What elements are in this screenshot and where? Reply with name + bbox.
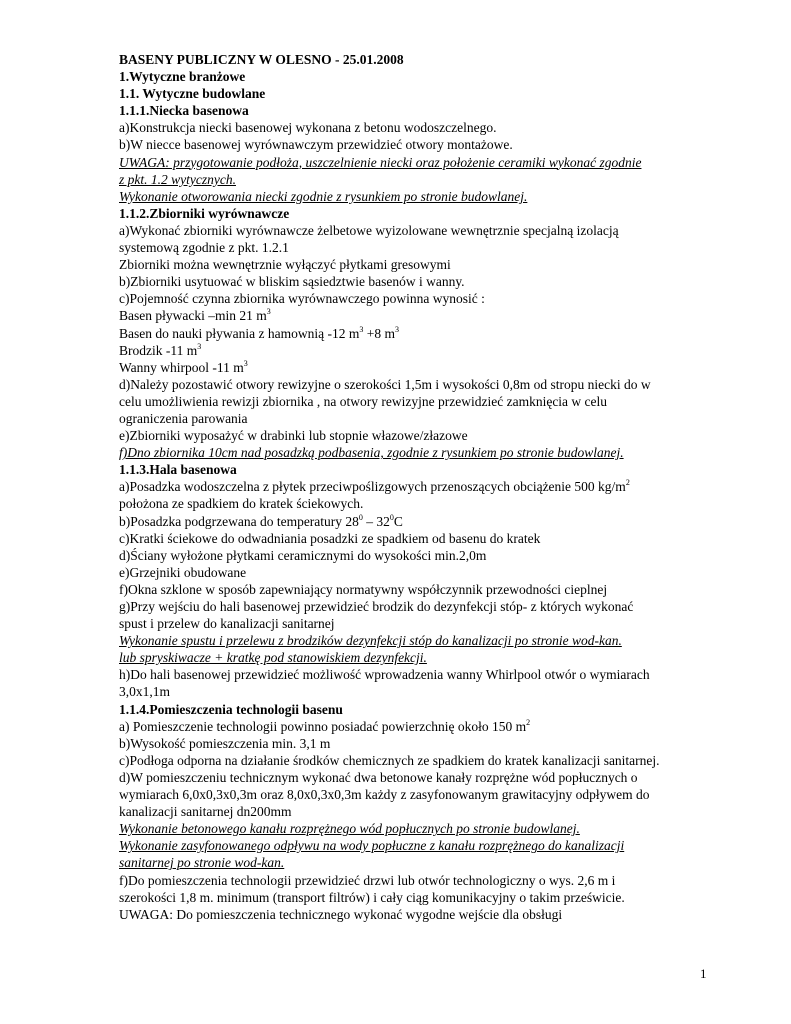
- text: – 32: [362, 513, 390, 529]
- paragraph: kanalizacji sanitarnej dn200mm: [119, 804, 292, 820]
- superscript: 2: [526, 717, 531, 727]
- section-heading: 1.Wytyczne branżowe: [119, 69, 246, 85]
- superscript: 3: [266, 307, 271, 317]
- paragraph: b)W niecce basenowej wyrównawczym przewidzieć otwory montażowe.: [119, 137, 513, 153]
- note: lub spryskiwacze + kratkę pod stanowiskiem dezynfekcji.: [119, 650, 427, 666]
- paragraph: szerokości 1,8 m. minimum (transport filtrów) i cały ciąg komunikacyjny o takim prześwicie.: [119, 889, 625, 905]
- subsection-heading: 1.1.3.Hala basenowa: [119, 462, 237, 478]
- page-number: 1: [700, 966, 707, 981]
- subsection-heading: 1.1.4.Pomieszczenia technologii basenu: [119, 701, 343, 717]
- paragraph: f)Okna szklone w sposób zapewniający normatywny współczynnik przewodności cieplnej: [119, 581, 608, 597]
- paragraph: ograniczenia parowania: [119, 410, 248, 426]
- paragraph: c)Kratki ściekowe do odwadniania posadzki ze spadkiem od basenu do kratek: [119, 530, 541, 546]
- paragraph: [119, 478, 719, 495]
- note: Wykonanie spustu i przelewu z brodzików dezynfekcji stóp do kanalizacji po stronie wod-kan.: [119, 633, 622, 649]
- note: Wykonanie zasyfonowanego odpływu na wody popłuczne z kanału rozprężnego do kanalizacji: [119, 838, 625, 854]
- paragraph: 3,0x1,1m: [119, 684, 171, 700]
- paragraph: a)Wykonać zbiorniki wyrównawcze żelbetowe wyizolowane wewnętrznie specjalną izolacją: [119, 222, 619, 238]
- paragraph: d)Należy pozostawić otwory rewizyjne o szerokości 1,5m i wysokości 0,8m od stropu niecki do w: [119, 376, 651, 392]
- subsection-heading: 1.1.2.Zbiorniki wyrównawcze: [119, 205, 290, 221]
- note: Wykonanie betonowego kanału rozprężnego wód popłucznych po stronie budowlanej.: [119, 821, 580, 837]
- superscript: 0: [358, 512, 363, 522]
- text: a) Pomieszczenie technologii powinno posiadać powierzchnię około 150 m: [119, 718, 527, 734]
- text: b)Posadzka podgrzewana do temperatury 28: [119, 513, 359, 529]
- paragraph: g)Przy wejściu do hali basenowej przewidzieć brodzik do dezynfekcji stóp- z których wykonać: [119, 599, 634, 614]
- note: Wykonanie otworowania niecki zgodnie z rysunkiem po stronie budowlanej.: [119, 188, 528, 204]
- section-heading: 1.1. Wytyczne budowlane: [119, 86, 266, 102]
- paragraph: d)W pomieszczeniu technicznym wykonać dwa betonowe kanały rozprężne wód popłucznych o: [119, 769, 638, 785]
- superscript: 0: [389, 512, 394, 522]
- text: +8 m: [363, 325, 395, 341]
- paragraph: [119, 513, 719, 530]
- subsection-heading: 1.1.1.Niecka basenowa: [119, 103, 249, 119]
- paragraph: h)Do hali basenowej przewidzieć możliwość wprowadzenia wanny Whirlpool otwór o wymiarach: [119, 667, 650, 683]
- paragraph: celu umożliwienia rewizji zbiornika , na otwory rewizyjne przewidzieć zamknięcia w celu: [119, 393, 608, 409]
- paragraph: spust i przelew do kanalizacji sanitarnej: [119, 616, 335, 632]
- capacity-line: [119, 325, 719, 342]
- note: z pkt. 1.2 wytycznych.: [119, 171, 236, 187]
- paragraph: e)Zbiorniki wyposażyć w drabinki lub stopnie włazowe/złazowe: [119, 428, 468, 444]
- paragraph: położona ze spadkiem do kratek ściekowych.: [119, 496, 364, 512]
- paragraph: b)Zbiorniki usytuować w bliskim sąsiedztwie basenów i wanny.: [119, 274, 465, 290]
- note: sanitarnej po stronie wod-kan.: [119, 855, 285, 871]
- text: Basen pływacki –min 21 m: [119, 308, 267, 324]
- paragraph: UWAGA: Do pomieszczenia technicznego wykonać wygodne wejście dla obsługi: [119, 906, 563, 922]
- paragraph: d)Ściany wyłożone płytkami ceramicznymi do wysokości min.2,0m: [119, 547, 487, 563]
- text: Brodzik -11 m: [119, 342, 198, 358]
- note: UWAGA: przygotowanie podłoża, uszczelnienie niecki oraz położenie ceramiki wykonać zgodnie: [119, 154, 642, 170]
- paragraph: f)Do pomieszczenia technologii przewidzieć drzwi lub otwór technologiczny o wys. 2,6 m i: [119, 872, 616, 888]
- text: Wanny whirpool -11 m: [119, 359, 244, 375]
- text: a)Posadzka wodoszczelna z płytek przeciwpoślizgowych przenoszących obciążenie 500 kg/m: [119, 479, 626, 495]
- capacity-line: [119, 342, 719, 359]
- paragraph: Zbiorniki można wewnętrznie wyłączyć płytkami gresowymi: [119, 257, 451, 273]
- capacity-line: [119, 359, 719, 376]
- paragraph: a)Konstrukcja niecki basenowej wykonana z betonu wodoszczelnego.: [119, 120, 497, 136]
- superscript: 3: [243, 358, 248, 368]
- document-page: [119, 51, 719, 923]
- text: C: [393, 513, 403, 529]
- paragraph: c)Pojemność czynna zbiornika wyrównawczego powinna wynosić :: [119, 291, 485, 307]
- paragraph: c)Podłoga odporna na działanie środków chemicznych ze spadkiem do kratek kanalizacji sanitarnej.: [119, 752, 660, 768]
- paragraph: [119, 718, 719, 735]
- text: Basen do nauki pływania z hamownią -12 m: [119, 325, 360, 341]
- superscript: 3: [394, 324, 399, 334]
- capacity-line: [119, 307, 719, 324]
- paragraph: systemową zgodnie z pkt. 1.2.1: [119, 240, 289, 256]
- superscript: 3: [359, 324, 364, 334]
- paragraph: e)Grzejniki obudowane: [119, 564, 247, 580]
- document-title: BASENY PUBLICZNY W OLESNO - 25.01.2008: [119, 52, 404, 67]
- paragraph: b)Wysokość pomieszczenia min. 3,1 m: [119, 735, 331, 751]
- superscript: 3: [197, 341, 202, 351]
- note: f)Dno zbiornika 10cm nad posadzką podbasenia, zgodnie z rysunkiem po stronie budowlanej.: [119, 445, 624, 461]
- superscript: 2: [625, 478, 630, 488]
- paragraph: wymiarach 6,0x0,3x0,3m oraz 8,0x0,3x0,3m każdy z zasyfonowanym grawitacyjny odpływem do: [119, 787, 650, 803]
